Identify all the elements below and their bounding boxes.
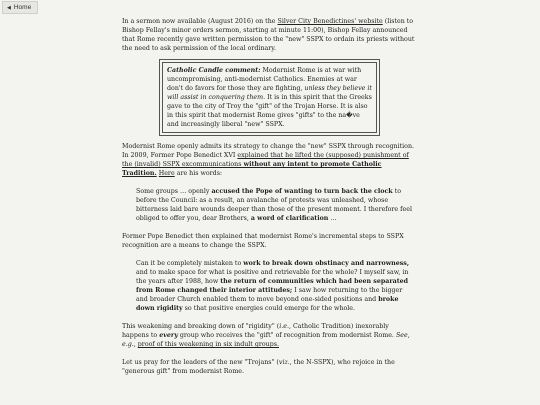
text: , bbox=[133, 341, 138, 348]
paragraph-strategy bbox=[122, 142, 415, 178]
comment-label: Catholic Candle comment: bbox=[167, 67, 261, 74]
paragraph-incremental bbox=[122, 232, 415, 250]
emphasis-text: unless they believe it will assist in conquering them. bbox=[167, 85, 372, 101]
text: In a sermon now available (August 2016) on the bbox=[122, 18, 278, 25]
text: … bbox=[328, 215, 337, 222]
text: so that positive energies could emerge for the whole. bbox=[182, 305, 356, 312]
bold-text: the return of communities which had been separated from Rome changed their interior attitudes; bbox=[136, 278, 409, 294]
link-text: explained that he lifted the (supposed) punishment of the (invalid) SSPX excommunications bbox=[122, 152, 409, 168]
paragraph-intro bbox=[122, 17, 415, 53]
silver-city-link[interactable]: Silver City Benedictines' website bbox=[277, 18, 383, 25]
quote-block-1 bbox=[136, 187, 415, 223]
text: Modernist Rome is at war with uncompromising, anti-modernist Catholics. Enemies at war don't do favors for those they are fighting, bbox=[167, 67, 362, 92]
text: Former Pope Benedict then explained that modernist Rome's incremental steps to SSPX recognition are a means to change the SSPX. bbox=[122, 233, 404, 249]
text: I saw how returning to the bigger and broader Church enabled them to move beyond one-sided positions and bbox=[136, 287, 403, 303]
link-bold-text: without any intent to promote Catholic Tradition. bbox=[122, 161, 382, 177]
bold-text: broke down rigidity bbox=[136, 296, 399, 312]
text: This weakening and breaking down of "rigidity" ( bbox=[122, 323, 280, 330]
bold-text: a word of clarification bbox=[250, 215, 329, 222]
text: to before the Council: as a result, an avalanche of protests was unleashed, whose bitterness laid bare wounds deeper than those of the present moment. I therefore feel obliged to offer you, dear Brothers, bbox=[136, 188, 412, 222]
italic-text: i.e. bbox=[279, 323, 289, 330]
text: are his words: bbox=[174, 170, 223, 177]
italic-text: See, e.g. bbox=[122, 332, 410, 348]
text: Modernist Rome openly admits its strategy to change the "new" SSPX through recognition. In 2009, Former Pope Benedict XVI bbox=[122, 143, 414, 159]
catholic-candle-comment-box bbox=[162, 62, 377, 133]
home-button[interactable] bbox=[2, 1, 38, 14]
italic-text: viz. bbox=[278, 359, 290, 366]
paragraph-prayer bbox=[122, 358, 415, 376]
text: (listen to Bishop Fellay's minor orders sermon, starting at minute 11:00), Bishop Fellay announced that Rome recently gave written permission to the "new" SSPX to ordain its priests without the need to ask permission of the local ordinary. bbox=[122, 18, 415, 52]
indult-groups-link[interactable]: proof of this weakening in six indult groups. bbox=[137, 341, 279, 348]
bold-text: accused the Pope of wanting to turn back the clock bbox=[211, 188, 393, 195]
here-link[interactable]: Here bbox=[158, 170, 175, 177]
text: Can it be completely mistaken to bbox=[136, 260, 244, 267]
home-label: Home bbox=[13, 4, 32, 11]
text: group who receives the "gift" of recognition from modernist Rome. bbox=[177, 332, 396, 339]
text: Let us pray for the leaders of the new "Trojans" ( bbox=[122, 359, 279, 366]
paragraph-weakening bbox=[122, 322, 415, 349]
text: Some groups … openly bbox=[136, 188, 212, 195]
text: , the N-SSPX), who rejoice in the "generous gift" from modernist Rome. bbox=[122, 359, 395, 375]
text: It is in this spirit that the Greeks gave to the city of Troy the "gift" of the Trojan Horse. It is also in this spirit that modernist Rome gives "gifts" to the na�ve and increasingly liberal "new" SSPX. bbox=[167, 94, 372, 128]
bold-text: work to break down obstinacy and narrowness, bbox=[243, 260, 410, 267]
quote-block-2 bbox=[136, 259, 415, 313]
text: , Catholic Tradition) inexorably happens to bbox=[122, 323, 389, 339]
left-arrow-icon: ◀ bbox=[7, 5, 11, 11]
text: and to make space for what is positive and retrievable for the whole? I myself saw, in the years after 1988, how bbox=[136, 269, 409, 285]
article-body bbox=[122, 17, 415, 385]
bold-italic-text: every bbox=[159, 332, 178, 339]
